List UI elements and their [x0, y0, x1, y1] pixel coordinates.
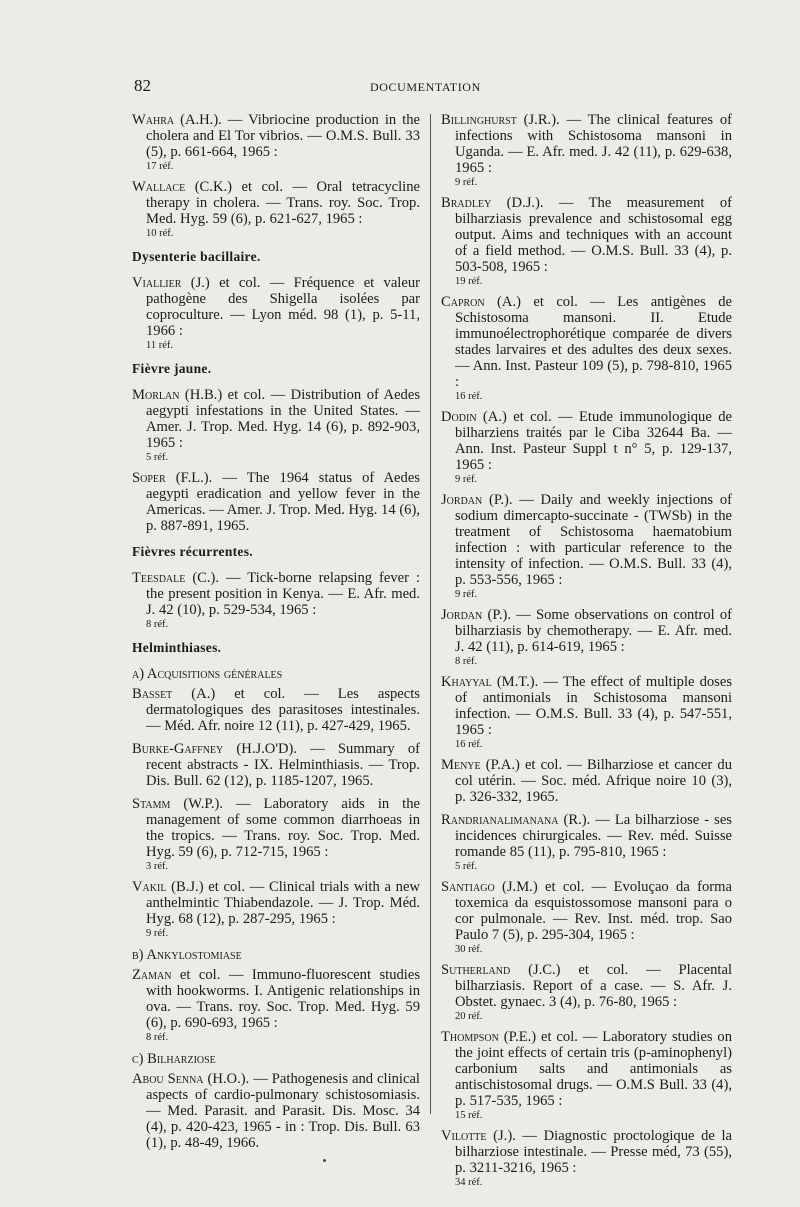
- entry-author: Khayyal: [441, 674, 492, 690]
- entry-citation: [441, 112, 732, 176]
- entry-citation: [441, 674, 732, 738]
- entry-citation: [441, 607, 732, 655]
- bibliography-entry: [441, 1128, 732, 1188]
- reference-count: 3 réf.: [146, 861, 169, 872]
- entry-citation: [132, 387, 420, 451]
- reference-count: 9 réf.: [455, 177, 478, 188]
- entry-details: (J.C.) et col. — Placental bilharziasis. Report of a case. — S. Afr. J. Obstet. gynaec. 3 (4), p. 76-80, 1965 :: [455, 962, 732, 1010]
- entry-details: (A.H.). — Vibriocine production in the cholera and El Tor vibrios. — O.M.S. Bull. 33 (5), p. 661-664, 1965 :: [146, 112, 420, 160]
- reference-count: 10 réf.: [146, 228, 174, 239]
- entry-author: Vilotte: [441, 1128, 487, 1144]
- ink-dot: [323, 1159, 326, 1162]
- entry-details: (M.T.). — The effect of multiple doses of antimonials in Schistosoma mansoni infection. — O.M.S. Bull. 33 (4), p. 547-551, 1965 :: [455, 674, 732, 738]
- reference-count: 9 réf.: [455, 589, 478, 600]
- bibliography-entry: [132, 967, 420, 1043]
- entry-author: Burke-Gaffney: [132, 741, 224, 757]
- entry-citation: [132, 275, 420, 339]
- entry-details: (A.) et col. — Les aspects dermatologiques des parasitoses intestinales. — Méd. Afr. noire 12 (11), p. 427-429, 1965.: [146, 686, 420, 734]
- bibliography-entry: [132, 1071, 420, 1151]
- entry-details: (H.B.) et col. — Distribution of Aedes aegypti infestations in the United States. — Amer. J. Trop. Med. Hyg. 14 (6), p. 892-903, 1965 :: [146, 387, 420, 451]
- bibliography-entry: [441, 195, 732, 287]
- entry-citation: [132, 796, 420, 860]
- reference-count: 16 réf.: [455, 739, 483, 750]
- bibliography-entry: [132, 796, 420, 872]
- bibliography-entry: [132, 741, 420, 789]
- entry-citation: [441, 962, 732, 1010]
- entry-citation: [132, 741, 420, 789]
- entry-details: (J.M.) et col. — Evoluçao da forma toxemica da esquistossomose mansoni para o cor pulmonale. — Rev. Inst. méd. trop. Sao Paulo 7 (5), p. 295-304, 1965 :: [455, 879, 732, 943]
- entry-details: (B.J.) et col. — Clinical trials with a new anthelmintic Thiabendazole. — J. Trop. Méd. Hyg. 68 (12), p. 287-295, 1965 :: [146, 879, 420, 927]
- column-divider: [430, 114, 431, 1114]
- entry-citation: [441, 879, 732, 943]
- entry-citation: [441, 294, 732, 390]
- bibliography-entry: [441, 812, 732, 872]
- entry-details: (P.). — Some observations on control of bilharziasis by chemotherapy. — E. Afr. med. J. 42 (11), p. 614-619, 1965 :: [455, 607, 732, 655]
- entry-author: Bradley: [441, 195, 492, 211]
- entry-citation: [132, 967, 420, 1031]
- entry-details: (A.) et col. — Etude immunologique de bilharziens traités par le Ciba 32644 Ba. — Ann. Inst. Pasteur Suppl t n° 5, p. 129-137, 1965 :: [455, 409, 732, 473]
- entry-author: Randrianalimanana: [441, 812, 559, 828]
- reference-count: 20 réf.: [455, 1011, 483, 1022]
- reference-count: 34 réf.: [455, 1177, 483, 1188]
- entry-author: Vakil: [132, 879, 167, 895]
- bibliography-entry: [441, 674, 732, 750]
- entry-citation: [132, 686, 420, 734]
- entry-citation: [441, 757, 732, 805]
- entry-author: Morlan: [132, 387, 180, 403]
- bibliography-entry: [132, 570, 420, 630]
- entry-author: Teesdale: [132, 570, 186, 586]
- entry-details: (P.A.) et col. — Bilharziose et cancer du col utérin. — Soc. méd. Afrique noire 10 (3), p. 326-332, 1965.: [455, 757, 732, 805]
- entry-details: (C.K.) et col. — Oral tetracycline therapy in cholera. — Trans. roy. Soc. Trop. Med. Hyg. 59 (6), p. 621-627, 1965 :: [146, 179, 420, 227]
- entry-citation: [132, 1071, 420, 1151]
- reference-count: 5 réf.: [455, 861, 478, 872]
- entry-citation: [441, 1128, 732, 1176]
- entry-author: Capron: [441, 294, 485, 310]
- entry-citation: [441, 195, 732, 275]
- bibliography-entry: [441, 757, 732, 805]
- reference-count: 19 réf.: [455, 276, 483, 287]
- entry-author: Soper: [132, 470, 166, 486]
- entry-details: (D.J.). — The measurement of bilharziasis prevalence and schistosomal egg output. Aims and techniques with an account of a field method. — O.M.S. Bull. 33 (4), p. 503-508, 1965 :: [455, 195, 732, 275]
- entry-author: Abou Senna: [132, 1071, 204, 1087]
- entry-details: (H.O.). — Pathogenesis and clinical aspects of cardio-pulmonary schistosomiasis. — Med. Parasit. and Parasit. Dis. Mosc. 34 (4), p. 420-423, 1965 - in : Trop. Dis. Bull. 63 (1), p. 48-49, 1966.: [146, 1071, 420, 1151]
- bibliography-entry: [441, 1029, 732, 1121]
- entry-details: (F.L.). — The 1964 status of Aedes aegypti eradication and yellow fever in the Americas. — Amer. J. Trop. Med. Hyg. 14 (6), p. 887-891, 1965.: [146, 470, 420, 534]
- section-heading: Fièvre jaune.: [132, 361, 212, 376]
- entry-author: Viallier: [132, 275, 182, 291]
- bibliography-entry: [132, 275, 420, 351]
- bibliography-entry: [132, 387, 420, 463]
- reference-count: 11 réf.: [146, 340, 174, 351]
- entry-details: (W.P.). — Laboratory aids in the management of some common diarrhoeas in the tropics. — Trans. roy. Soc. Trop. Med. Hyg. 59 (6), p. 712-715, 1965 :: [146, 796, 420, 860]
- section-heading: Fièvres récurrentes.: [132, 544, 253, 559]
- entry-author: Jordan: [441, 607, 483, 623]
- reference-count: 16 réf.: [455, 391, 483, 402]
- left-column: [132, 112, 420, 1158]
- entry-author: Zaman: [132, 967, 172, 983]
- entry-author: Thompson: [441, 1029, 499, 1045]
- reference-count: 8 réf.: [146, 1032, 169, 1043]
- reference-count: 5 réf.: [146, 452, 169, 463]
- reference-count: 9 réf.: [455, 474, 478, 485]
- entry-details: (J.) et col. — Fréquence et valeur pathogène des Shigella isolées par coproculture. — Lyon méd. 98 (1), p. 5-11, 1966 :: [146, 275, 420, 339]
- reference-count: 30 réf.: [455, 944, 483, 955]
- entry-author: Menye: [441, 757, 481, 773]
- right-column: [441, 112, 732, 1195]
- entry-citation: [132, 879, 420, 927]
- entry-citation: [132, 470, 420, 534]
- bibliography-entry: [132, 686, 420, 734]
- entry-author: Basset: [132, 686, 173, 702]
- entry-citation: [132, 112, 420, 160]
- bibliography-entry: [441, 409, 732, 485]
- reference-count: 9 réf.: [146, 928, 169, 939]
- entry-details: (H.J.O'D). — Summary of recent abstracts - IX. Helminthiasis. — Trop. Dis. Bull. 62 (12), p. 1185-1207, 1965.: [146, 741, 420, 789]
- entry-author: Billinghurst: [441, 112, 517, 128]
- section-heading: Dysenterie bacillaire.: [132, 249, 261, 264]
- entry-details: (R.). — La bilharziose - ses incidences chirurgicales. — Rev. méd. Suisse romande 85 (11), p. 795-810, 1965 :: [455, 812, 732, 860]
- subsection-heading: a) Acquisitions générales: [132, 666, 283, 682]
- entry-citation: [441, 492, 732, 588]
- bibliography-entry: [132, 879, 420, 939]
- bibliography-entry: [441, 879, 732, 955]
- entry-details: (P.). — Daily and weekly injections of sodium dimercapto-succinate - (TWSb) in the treatment of Schistosoma haematobium infection : with particular reference to the intensity of infection. — O.M.S. Bull. 33 (4), p. 553-556, 1965 :: [455, 492, 732, 588]
- entry-citation: [132, 179, 420, 227]
- entry-details: (J.R.). — The clinical features of infections with Schistosoma mansoni in Uganda. — E. Afr. med. J. 42 (11), p. 629-638, 1965 :: [455, 112, 732, 176]
- entry-citation: [441, 812, 732, 860]
- bibliography-entry: [441, 492, 732, 600]
- entry-author: Sutherland: [441, 962, 511, 978]
- entry-details: (P.E.) et col. — Laboratory studies on the joint effects of certain tris (p-aminophenyl) carbonium salts and antimonials as antischistosomal drugs. — O.M.S Bull. 33 (4), p. 517-535, 1965 :: [455, 1029, 732, 1109]
- bibliography-entry: [441, 607, 732, 667]
- entry-author: Santiago: [441, 879, 495, 895]
- entry-author: Jordan: [441, 492, 483, 508]
- reference-count: 15 réf.: [455, 1110, 483, 1121]
- entry-details: (J.). — Diagnostic proctologique de la bilharziose intestinale. — Presse méd, 73 (55), p. 3211-3216, 1965 :: [455, 1128, 732, 1176]
- reference-count: 8 réf.: [455, 656, 478, 667]
- entry-citation: [441, 1029, 732, 1109]
- entry-details: et col. — Immuno-fluorescent studies with hookworms. I. Antigenic relationships in ova. — Trans. roy. Soc. Trop. Med. Hyg. 59 (6), p. 690-693, 1965 :: [146, 967, 420, 1031]
- page-number: 82: [134, 76, 151, 95]
- subsection-heading: b) Ankylostomiase: [132, 947, 242, 963]
- section-heading: Helminthiases.: [132, 640, 222, 655]
- bibliography-entry: [441, 294, 732, 402]
- entry-author: Wahra: [132, 112, 175, 128]
- entry-author: Dodin: [441, 409, 477, 425]
- running-title: DOCUMENTATION: [370, 80, 481, 94]
- entry-author: Wallace: [132, 179, 186, 195]
- bibliography-entry: [132, 112, 420, 172]
- bibliography-entry: [441, 112, 732, 188]
- entry-citation: [132, 570, 420, 618]
- entry-citation: [441, 409, 732, 473]
- reference-count: 8 réf.: [146, 619, 169, 630]
- entry-details: (C.). — Tick-borne relapsing fever : the present position in Kenya. — E. Afr. med. J. 42 (10), p. 529-534, 1965 :: [146, 570, 420, 618]
- bibliography-entry: [441, 962, 732, 1022]
- subsection-heading: c) Bilharziose: [132, 1051, 216, 1067]
- entry-author: Stamm: [132, 796, 171, 812]
- entry-details: (A.) et col. — Les antigènes de Schistosoma mansoni. II. Etude immunoélectrophorétique comparée de divers stades larvaires et des adultes des deux sexes. — Ann. Inst. Pasteur 109 (5), p. 798-810, 1965 :: [455, 294, 732, 390]
- bibliography-entry: [132, 179, 420, 239]
- reference-count: 17 réf.: [146, 161, 174, 172]
- bibliography-entry: [132, 470, 420, 534]
